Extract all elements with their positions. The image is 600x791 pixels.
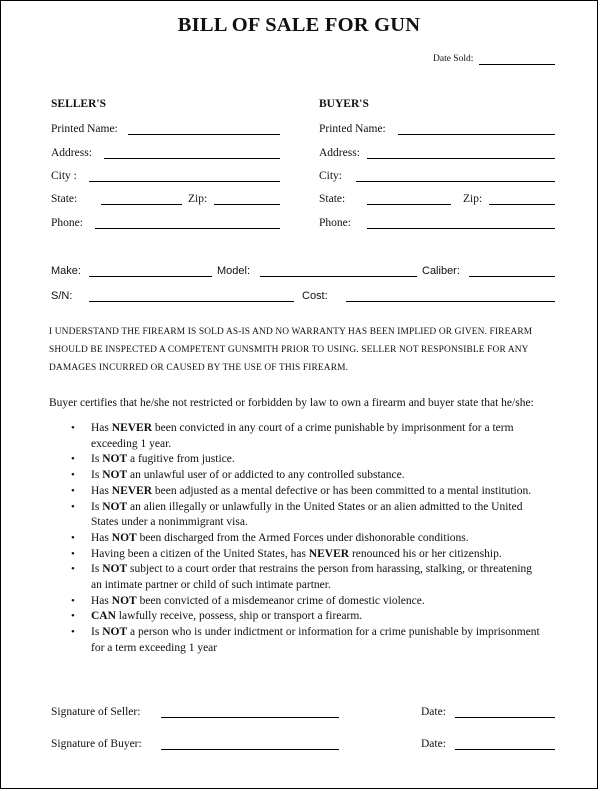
seller-date-label: Date: (421, 706, 446, 718)
buyer-printed-name-label: Printed Name: (319, 123, 386, 135)
date-sold-field[interactable] (479, 64, 555, 65)
seller-state-label: State: (51, 193, 78, 205)
list-item: • Is NOT an unlawful user of or addicted to any controlled substance. (71, 468, 541, 484)
buyer-state-label: State: (319, 193, 346, 205)
buyer-phone-field[interactable] (367, 228, 555, 229)
seller-printed-name-label: Printed Name: (51, 123, 118, 135)
caliber-label: Caliber: (422, 265, 460, 277)
model-label: Model: (217, 265, 251, 277)
seller-signature-field[interactable] (161, 717, 339, 718)
seller-address-label: Address: (51, 147, 92, 159)
seller-city-field[interactable] (89, 181, 280, 182)
list-item: • Is NOT a fugitive from justice. (71, 452, 541, 468)
bullet-icon: • (71, 484, 75, 497)
form-title: BILL OF SALE FOR GUN (177, 14, 421, 36)
bullet-icon: • (71, 563, 75, 576)
buyer-date-label: Date: (421, 738, 446, 750)
buyer-city-field[interactable] (356, 181, 555, 182)
seller-zip-label: Zip: (188, 193, 208, 205)
seller-phone-field[interactable] (95, 228, 280, 229)
buyer-heading: BUYER'S (319, 98, 369, 110)
list-item: • Having been a citizen of the United States, has NEVER renounced his or her citizenship. (71, 547, 541, 563)
bullet-icon: • (71, 453, 75, 466)
buyer-signature-label: Signature of Buyer: (51, 738, 142, 750)
bullet-icon: • (71, 531, 75, 544)
model-field[interactable] (260, 276, 417, 277)
bullet-icon: • (71, 500, 75, 513)
bullet-icon: • (71, 610, 75, 623)
bullet-icon: • (71, 469, 75, 482)
bullet-icon: • (71, 422, 75, 434)
date-sold-label: Date Sold: (433, 54, 474, 64)
seller-zip-field[interactable] (214, 204, 280, 205)
list-item: • CAN lawfully receive, possess, ship or transport a firearm. (71, 609, 541, 625)
buyer-state-field[interactable] (367, 204, 451, 205)
bullet-icon: • (71, 594, 75, 607)
seller-state-field[interactable] (101, 204, 182, 205)
buyer-phone-label: Phone: (319, 217, 351, 229)
buyer-address-field[interactable] (367, 158, 555, 159)
list-item: • Has NOT been discharged from the Armed Forces under dishonorable conditions. (71, 531, 541, 547)
serial-number-label: S/N: (51, 290, 73, 302)
caliber-field[interactable] (469, 276, 555, 277)
seller-address-field[interactable] (104, 158, 280, 159)
cost-label: Cost: (302, 290, 328, 302)
buyer-zip-label: Zip: (463, 193, 483, 205)
certification-conditions-list (71, 421, 541, 657)
buyer-date-field[interactable] (455, 749, 555, 750)
list-item: • Has NOT been convicted of a misdemeanor crime of domestic violence. (71, 594, 541, 610)
buyer-signature-field[interactable] (161, 749, 339, 750)
seller-date-field[interactable] (455, 717, 555, 718)
make-field[interactable] (89, 276, 212, 277)
seller-printed-name-field[interactable] (128, 134, 280, 135)
list-item: • Is NOT subject to a court order that restrains the person from harassing, stalking, or threatening an intimate partner or child of such intimate partner. (71, 563, 533, 592)
seller-signature-label: Signature of Seller: (51, 706, 141, 718)
buyer-zip-field[interactable] (489, 204, 555, 205)
buyer-city-label: City: (319, 170, 343, 182)
bullet-icon: • (71, 626, 75, 639)
list-item: • Has NEVER been adjusted as a mental defective or has been committed to a mental institution. (71, 484, 541, 500)
as-is-disclaimer: I UNDERSTAND THE FIREARM IS SOLD AS-IS AND NO WARRANTY HAS BEEN IMPLIED OR GIVEN. FIREARM SHOULD BE INSPECTED A COMPETENT GUNSMITH PRIOR TO USING. SELLER NOT RESPONSIBLE FOR ANY DAMAGES INCURRED OR CAUSED BY THE USE OF THIS FIREARM. (49, 327, 533, 373)
seller-heading: SELLER'S (51, 98, 106, 110)
list-item: • Is NOT a person who is under indictment or information for a crime punishable by imprisonment for a term exceeding 1 year (71, 626, 540, 654)
seller-phone-label: Phone: (51, 217, 83, 229)
cost-field[interactable] (346, 301, 555, 302)
bullet-icon: • (71, 547, 75, 560)
make-label: Make: (51, 265, 81, 277)
seller-city-label: City : (51, 170, 77, 182)
serial-number-field[interactable] (89, 301, 294, 302)
buyer-certification-text: Buyer certifies that he/she not restricted or forbidden by law to own a firearm and buyer state that he/she: (49, 397, 534, 409)
list-item: • Is NOT an alien illegally or unlawfully in the United States or an alien admitted to the United States under a nonimmigrant visa. (71, 500, 523, 529)
buyer-printed-name-field[interactable] (398, 134, 555, 135)
buyer-address-label: Address: (319, 147, 360, 159)
list-item: • Has NEVER been convicted in any court of a crime punishable by imprisonment for a term exceeding 1 year. (71, 422, 514, 450)
